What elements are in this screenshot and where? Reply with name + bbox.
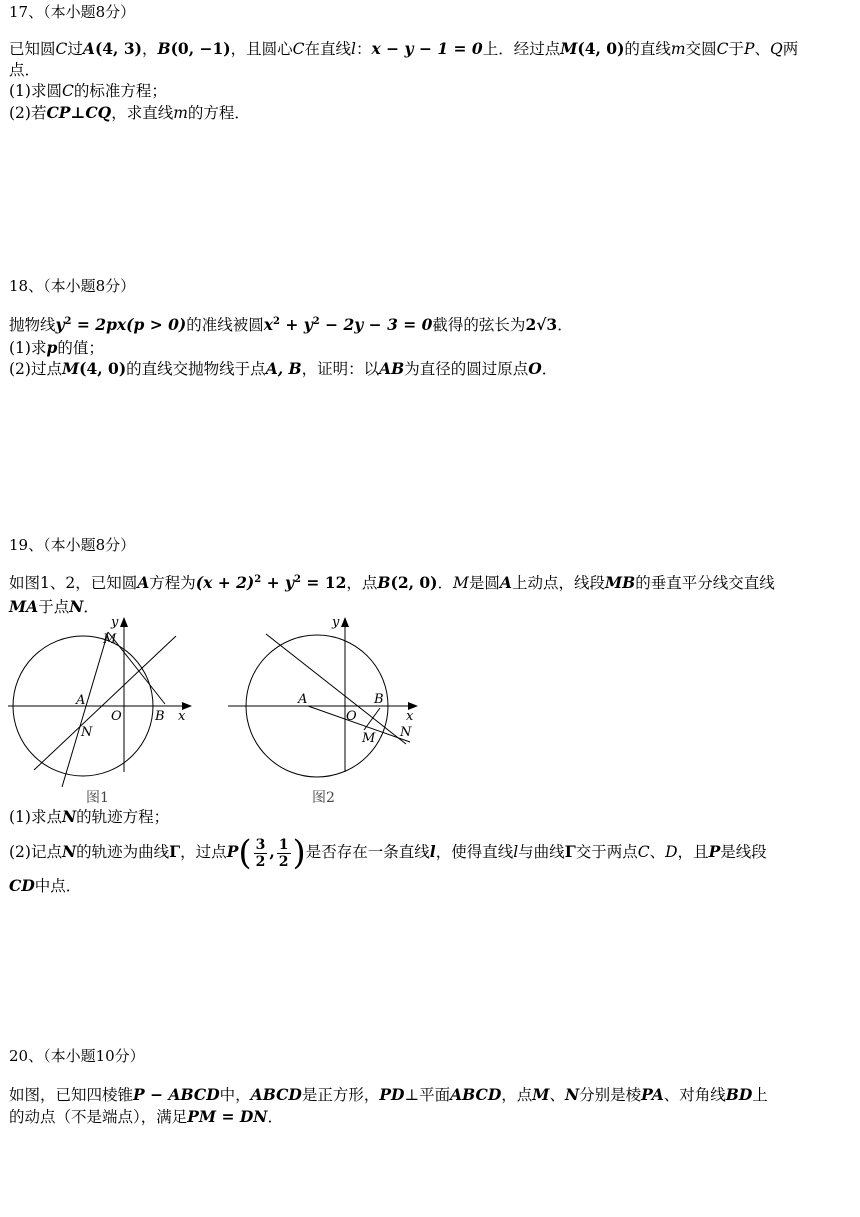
- q19-text: 方程为: [149, 574, 196, 592]
- q17-text: (1)求圆: [9, 82, 62, 100]
- q19-text: 、: [649, 843, 666, 861]
- q19-math: + y: [261, 573, 295, 592]
- q17-line-2: [9, 60, 851, 81]
- q17-text: 于: [728, 40, 745, 58]
- q19-math: = 12: [301, 573, 347, 592]
- fig2-label-y: y: [332, 615, 340, 630]
- q18-math: A, B: [265, 359, 302, 378]
- q18-math: M: [61, 359, 80, 378]
- q20-text: 分别是棱: [579, 1086, 642, 1104]
- q18-math: x: [263, 315, 273, 334]
- q19-frac-num: 1: [278, 836, 289, 853]
- q20-math: PM = DN: [187, 1107, 268, 1126]
- q17-text: ，求直线: [111, 104, 174, 122]
- q19-text: ．: [83, 598, 99, 616]
- q19-math: C: [637, 843, 650, 861]
- q20-text: ．: [267, 1108, 283, 1126]
- fig1-caption: 图1: [86, 790, 109, 806]
- q18-text: 的直线交抛物线于点: [126, 360, 266, 378]
- q17-math: Q: [769, 40, 783, 58]
- q19-math: A: [137, 573, 150, 592]
- fig1-label-b: B: [155, 709, 165, 724]
- fig2-label-x: x: [406, 709, 414, 724]
- q19-text: 于点: [38, 598, 70, 616]
- q19-math: Γ: [169, 842, 181, 861]
- fig2-line-bm: [364, 708, 380, 730]
- fig1-label-y: y: [111, 615, 119, 630]
- q19-text: 与曲线: [518, 843, 565, 861]
- fig2-caption: 图2: [312, 790, 335, 806]
- q19-text: 的轨迹方程；: [76, 808, 170, 826]
- q20-math: ABCD: [250, 1085, 302, 1104]
- q19-math: (x + 2): [195, 573, 255, 592]
- q19-math: (2, 0): [390, 573, 438, 592]
- fig2-y-arrow: [341, 617, 349, 627]
- q19-text: ，过点: [180, 843, 227, 861]
- q19-text: 上动点，线段: [511, 574, 605, 592]
- q18-text: 的值；: [57, 339, 104, 357]
- q19-math: P: [226, 842, 239, 861]
- q20-text: 、对角线: [663, 1086, 726, 1104]
- q19-text: ．: [437, 574, 454, 592]
- q17-math: M: [560, 39, 578, 58]
- q17-text: 、: [754, 40, 770, 58]
- q18-text: 为直径的圆过原点: [404, 360, 529, 378]
- question-18: [9, 276, 851, 296]
- q19-text: ，使得直线: [435, 843, 514, 861]
- q19-comma: ,: [269, 842, 275, 861]
- q17-math: A: [82, 39, 95, 58]
- q20-math: ABCD: [450, 1085, 502, 1104]
- q19-math: M: [453, 574, 469, 592]
- q19-math: N: [61, 807, 77, 826]
- q18-math: y: [55, 315, 65, 334]
- q17-math: CP⊥CQ: [46, 103, 112, 122]
- q19-text: 如图1、2，已知圆: [9, 574, 138, 592]
- q18-part-2: [9, 358, 851, 380]
- q17-text: ，且圆心: [230, 40, 293, 58]
- q19-frac-x: [254, 837, 268, 870]
- q19-math: B: [377, 573, 391, 592]
- q17-math: (0, −1): [170, 39, 231, 58]
- q18-text: (2)过点: [9, 360, 62, 378]
- fig1-line-mb: [108, 632, 165, 704]
- q20-line-2: [9, 1106, 851, 1128]
- q19-text: 中点．: [34, 877, 82, 895]
- q20-math: BD: [725, 1085, 753, 1104]
- fig1-label-x: x: [178, 709, 186, 724]
- q20-math: M: [532, 1085, 550, 1104]
- q17-line-1: [9, 38, 851, 60]
- q18-text: ，证明：以: [301, 360, 380, 378]
- q18-part-1: [9, 337, 851, 359]
- q19-math: MA: [9, 597, 39, 616]
- q20-line-1: [9, 1084, 851, 1106]
- q17-text: 两: [782, 40, 799, 58]
- q17-text: ，: [141, 40, 158, 58]
- q17-math: C: [55, 40, 68, 58]
- q19-paren-open: (: [238, 833, 252, 873]
- q17-math: C: [61, 82, 74, 100]
- question-19: [9, 535, 851, 555]
- fig2-label-b: B: [374, 692, 384, 707]
- q20-text: 中，: [219, 1086, 251, 1104]
- q17-math: P: [744, 40, 755, 58]
- q18-header: 18、（本小题8分）: [9, 277, 136, 295]
- q17-math: (4, 3): [94, 39, 142, 58]
- q19-text: ，且: [677, 843, 709, 861]
- q20-math: PD: [379, 1085, 405, 1104]
- q18-text: 截得的弦长为: [432, 316, 526, 334]
- question-17: [9, 2, 851, 22]
- q20-text: ⊥平面: [404, 1086, 451, 1104]
- q19-math: D: [665, 843, 678, 861]
- q19-paren-close: ): [292, 833, 306, 873]
- fig2-perp-bisector: [266, 634, 406, 744]
- q17-math: C: [716, 40, 729, 58]
- q17-math: C: [292, 40, 305, 58]
- q20-text: 如图，已知四棱锥: [9, 1086, 134, 1104]
- q18-math: (4, 0): [79, 359, 127, 378]
- q17-math: m: [173, 104, 188, 122]
- q18-text: ．: [541, 360, 558, 378]
- q19-math: N: [69, 597, 84, 616]
- q18-math: = 2px(p > 0): [71, 315, 187, 334]
- q17-math: l: [351, 40, 356, 58]
- q17-text: 上．经过点: [482, 40, 561, 58]
- fig1-y-arrow: [120, 617, 128, 627]
- q19-sup: 2: [294, 574, 301, 585]
- q19-math: l: [513, 843, 519, 861]
- q19-header: 19、（本小题8分）: [9, 536, 136, 554]
- fig1-label-m: M: [103, 632, 117, 647]
- q19-math: P: [708, 842, 721, 861]
- q17-text: ：: [356, 40, 372, 58]
- q18-math: 2√3: [525, 315, 558, 334]
- q17-math: (4, 0): [577, 39, 625, 58]
- q19-text: 的轨迹为曲线: [76, 843, 170, 861]
- q19-math: A: [499, 573, 512, 592]
- q19-math: N: [61, 842, 77, 861]
- q19-math: CD: [9, 876, 35, 895]
- q17-text: 已知圆: [9, 40, 56, 58]
- fig2-label-o: O: [346, 709, 357, 724]
- q18-sup: 2: [272, 316, 280, 327]
- q18-math: p: [46, 338, 58, 357]
- fig2-line-an: [308, 706, 410, 742]
- q18-math: AB: [379, 359, 405, 378]
- q19-frac-den: 2: [278, 853, 289, 870]
- q18-text: (1)求: [9, 339, 47, 357]
- q20-math: N: [564, 1085, 580, 1104]
- fig2-label-n: N: [400, 725, 412, 740]
- q20-text: 是正方形，: [301, 1086, 380, 1104]
- q20-text: 的动点（不是端点），满足: [9, 1108, 188, 1126]
- fig1-label-n: N: [81, 725, 93, 740]
- q18-math: + y: [279, 315, 313, 334]
- q19-sup: 2: [254, 574, 262, 585]
- q17-math: x − y − 1 = 0: [371, 39, 483, 58]
- q18-text: ．: [557, 316, 573, 334]
- q19-part-2: [9, 833, 851, 873]
- q19-text: 是线段: [720, 843, 767, 861]
- q18-math: O: [528, 359, 542, 378]
- q20-text: ，点: [501, 1086, 533, 1104]
- question-20: [9, 1046, 851, 1066]
- q18-text: 抛物线: [9, 316, 56, 334]
- q18-sup: 2: [312, 316, 320, 327]
- q19-text: 是圆: [468, 574, 500, 592]
- q17-text: 在直线: [304, 40, 352, 58]
- q19-frac-den: 2: [255, 853, 266, 870]
- q20-math: PA: [641, 1085, 664, 1104]
- q19-math: Γ: [564, 842, 576, 861]
- q19-text: 是否存在一条直线: [305, 843, 430, 861]
- q20-text: 、: [549, 1086, 565, 1104]
- q17-part-1: [9, 81, 851, 102]
- fig2-label-a: A: [298, 692, 308, 707]
- q19-text: 的垂直平分线交直线: [635, 574, 775, 592]
- q18-text: 的准线被圆: [186, 316, 264, 334]
- q18-line-1: [9, 314, 851, 336]
- q18-sup: 2: [64, 316, 72, 327]
- q19-math: l: [429, 842, 436, 861]
- q17-math: B: [157, 39, 171, 58]
- q20-math: P − ABCD: [133, 1085, 220, 1104]
- q20-header: 20、（本小题10分）: [9, 1047, 145, 1065]
- q19-line-3: [9, 875, 851, 897]
- q19-text: (2)记点: [9, 843, 62, 861]
- q19-line-1: [9, 572, 851, 594]
- q17-part-2: [9, 102, 851, 124]
- q17-text: 点．: [9, 61, 41, 79]
- q19-text: ，点: [346, 574, 378, 592]
- q17-math: m: [670, 40, 686, 58]
- fig1-label-o: O: [111, 709, 122, 724]
- q17-text: (2)若: [9, 104, 47, 122]
- q18-math: − 2y − 3 = 0: [319, 315, 433, 334]
- q19-part-1: [9, 806, 851, 828]
- fig2-label-m: M: [362, 731, 376, 746]
- q19-math: MB: [604, 573, 636, 592]
- fig1-perp-bisector: [34, 636, 176, 770]
- q20-text: 上: [752, 1086, 768, 1104]
- q19-text: (1)求点: [9, 808, 62, 826]
- figure-1: [8, 612, 198, 808]
- figure-2: [228, 612, 428, 808]
- q17-text: 的直线: [624, 40, 671, 58]
- fig1-line-mn: [62, 632, 108, 787]
- q17-text: 交圆: [685, 40, 717, 58]
- q19-frac-y: [277, 837, 291, 870]
- q17-text: 过: [67, 40, 83, 58]
- q17-text: 的方程．: [187, 104, 250, 122]
- q17-text: 的标准方程；: [73, 82, 167, 100]
- fig1-label-a: A: [76, 693, 86, 708]
- q19-text: 交于两点: [575, 843, 638, 861]
- q17-header: 17、（本小题8分）: [9, 3, 136, 21]
- q19-frac-num: 3: [255, 836, 266, 853]
